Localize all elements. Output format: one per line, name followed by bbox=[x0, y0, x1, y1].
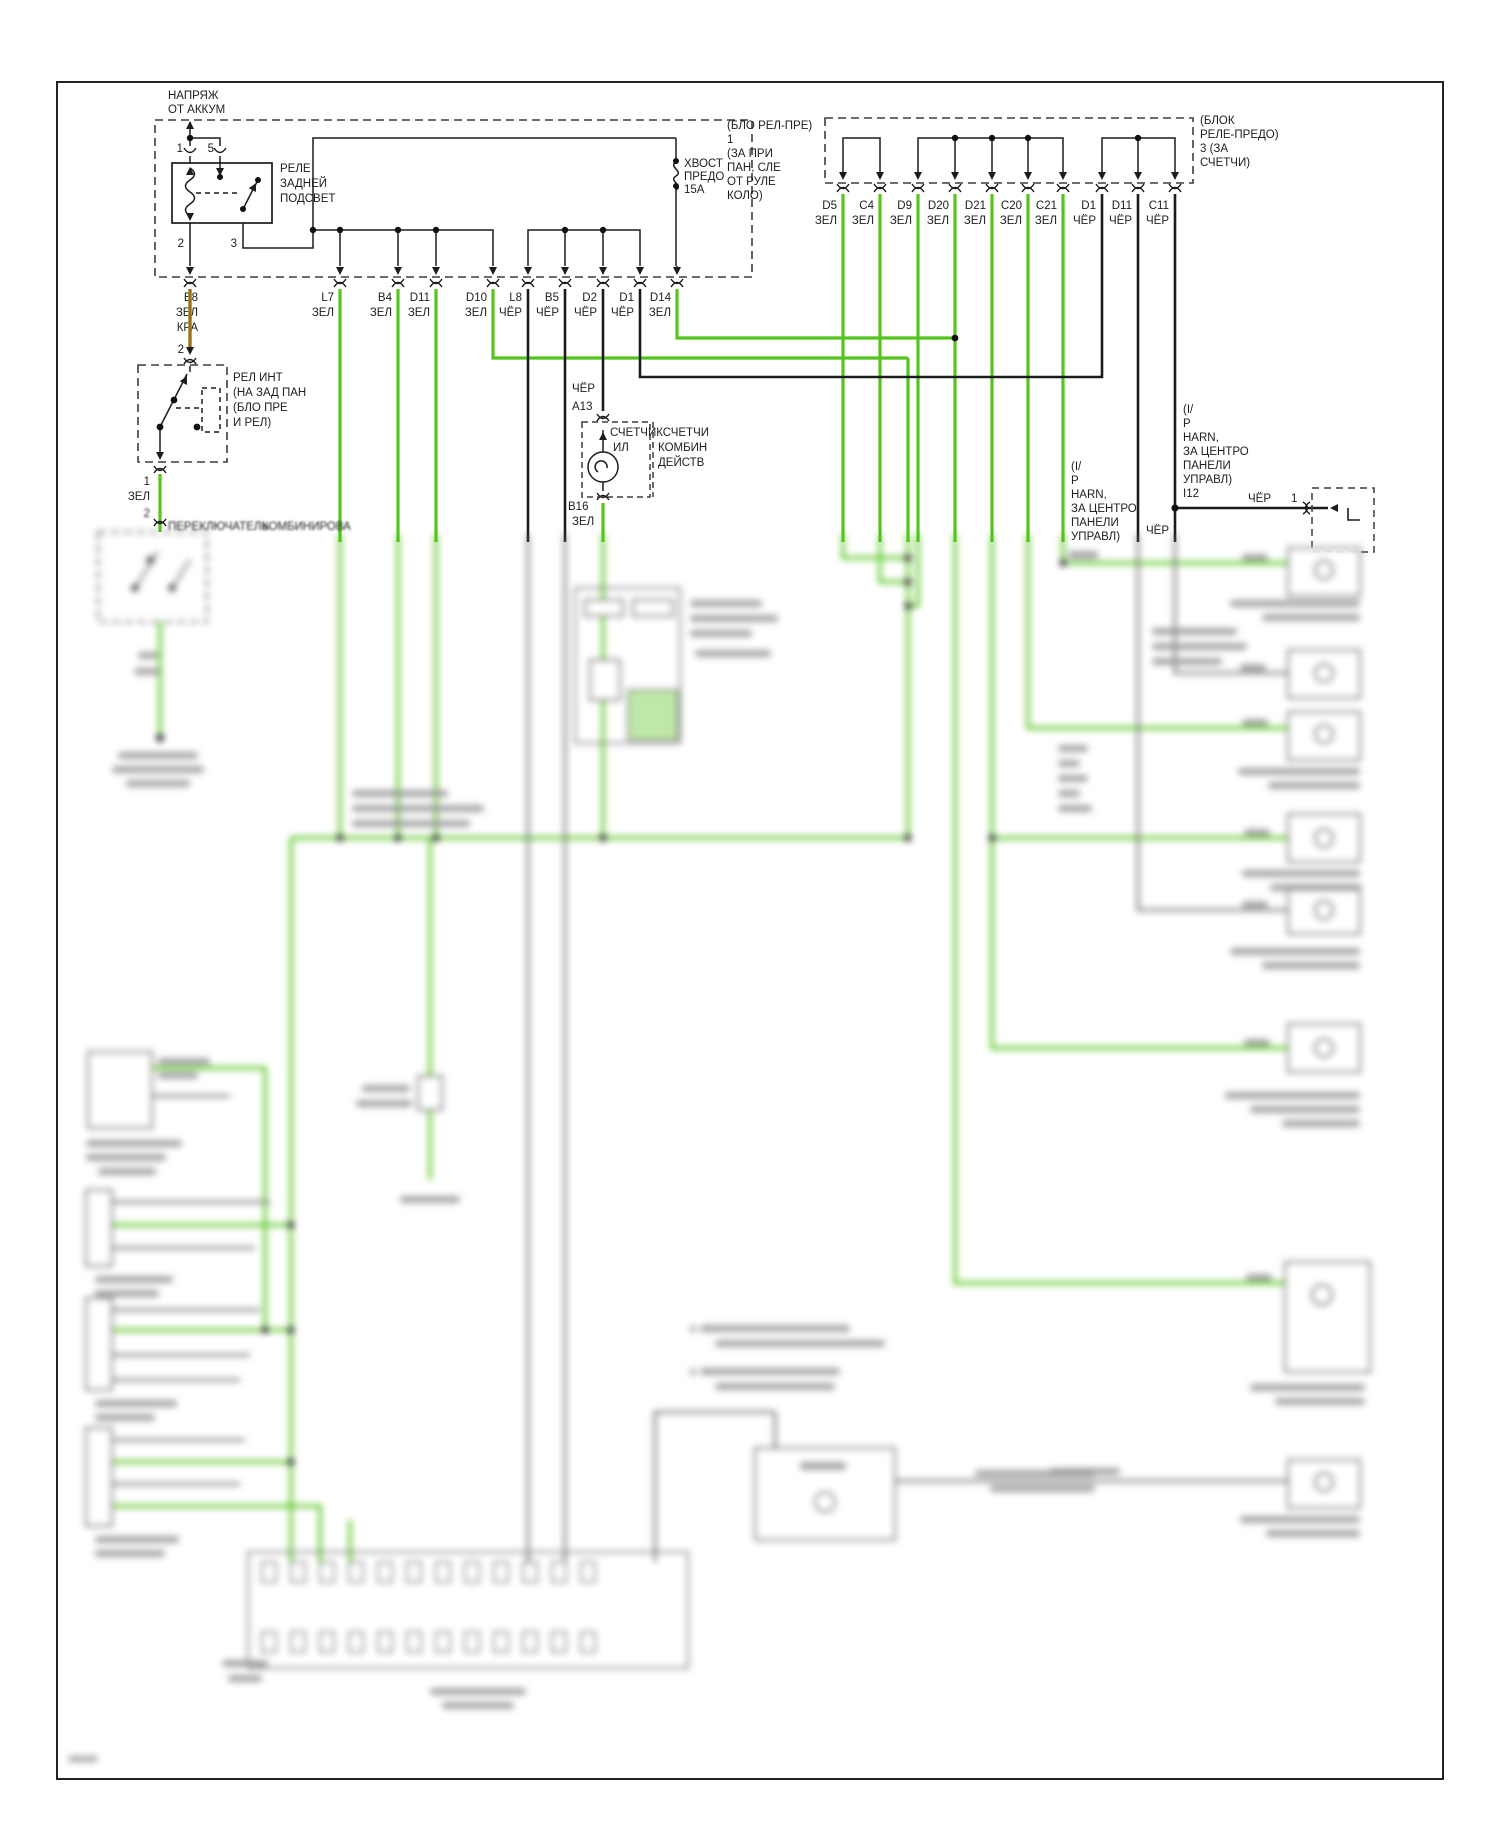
relay-block-1-caption: 1 bbox=[727, 134, 734, 146]
left-connector-group bbox=[86, 1190, 112, 1266]
lamp-module bbox=[1288, 548, 1360, 596]
wire-color: ЧЁР bbox=[572, 383, 596, 395]
block-a-internal-wires bbox=[172, 122, 678, 268]
connector-id: C11 bbox=[1148, 200, 1169, 212]
relay-pin-5: 5 bbox=[207, 143, 214, 155]
relay-pin-1: 1 bbox=[176, 143, 183, 155]
ip-harness-label-right: P bbox=[1183, 418, 1191, 430]
fuse-label: ХВОСТ bbox=[684, 158, 723, 170]
wire-color: ЗЕЛ bbox=[851, 215, 874, 227]
wire-color: ЧЁР bbox=[610, 307, 634, 319]
ip-harness-label-left: ПАНЕЛИ bbox=[1071, 517, 1119, 529]
lamp-module-large bbox=[1285, 1262, 1370, 1372]
right-lamp-modules bbox=[1285, 548, 1370, 1508]
lamp-module bbox=[1288, 1024, 1360, 1072]
heater-box bbox=[88, 1052, 152, 1128]
wire-color: ЗЕЛ bbox=[648, 307, 671, 319]
relay-label: РЕЛЕ bbox=[280, 163, 311, 175]
wire-color: ЗЕЛ bbox=[311, 307, 334, 319]
block-b-buses bbox=[843, 138, 1175, 172]
wire-color: ЗЕЛ bbox=[175, 307, 198, 319]
connector-id: C4 bbox=[859, 200, 874, 212]
relay-block-1-box bbox=[155, 120, 752, 277]
wire-color: ЧЁР bbox=[535, 307, 559, 319]
ip-harness-label-right: ПАНЕЛИ bbox=[1183, 460, 1231, 472]
connector-id: B5 bbox=[544, 292, 559, 304]
block-b-sockets bbox=[837, 184, 1181, 192]
wire-color: ЗЕЛ bbox=[407, 307, 430, 319]
lamp-module bbox=[1288, 814, 1360, 862]
ip-harness-label-left: (I/ bbox=[1071, 461, 1082, 473]
wire-color: ЧЁР bbox=[573, 307, 597, 319]
connector-id: D10 bbox=[465, 292, 487, 304]
relay-block-3-caption: РЕЛЕ-ПРЕДО) bbox=[1200, 129, 1279, 141]
wire-color: ЗЕЛ bbox=[464, 307, 487, 319]
d14-d20-junction-dot bbox=[952, 335, 959, 342]
wire-color: ЗЕЛ bbox=[963, 215, 986, 227]
meter-pin-top: A13 bbox=[572, 401, 593, 413]
battery-label: НАПРЯЖ bbox=[168, 90, 219, 102]
relint-pin-2: 2 bbox=[143, 508, 150, 520]
combination-switch-label: КОМБИНИРОВА bbox=[262, 521, 351, 533]
i12-junction-dot bbox=[1171, 504, 1178, 511]
meter-pin-bottom: B16 bbox=[568, 501, 589, 513]
relay-pin-sockets bbox=[184, 148, 226, 153]
relint-dots bbox=[157, 397, 201, 431]
relay-block-1-caption: (БЛО РЕЛ-ПРЕ) bbox=[727, 120, 813, 132]
dimmer-subbox bbox=[590, 660, 620, 700]
connector-id: D14 bbox=[649, 292, 671, 304]
left-connector-group bbox=[86, 1298, 112, 1390]
connector-id: B4 bbox=[377, 292, 392, 304]
relay-block-3-caption: 3 (ЗА bbox=[1200, 143, 1229, 155]
relint-exit-arrow bbox=[156, 452, 164, 460]
wire-color: ЧЁР bbox=[1108, 215, 1132, 227]
inline-component bbox=[418, 1076, 442, 1110]
boundary-labels bbox=[144, 508, 352, 533]
wire-color: ЗЕЛ bbox=[999, 215, 1022, 227]
relay-block-1-caption: ПАН, СЛЕ bbox=[727, 162, 781, 174]
relay-block-1-caption: КОЛО) bbox=[727, 190, 763, 202]
ip-harness-label-left: УПРАВЛ) bbox=[1071, 531, 1121, 543]
lamp-module bbox=[1288, 712, 1360, 760]
blur-green-wires bbox=[112, 534, 1288, 1562]
row-connector-sockets bbox=[184, 279, 683, 287]
lighter-box bbox=[755, 1448, 895, 1540]
dimmer-green-block bbox=[628, 690, 678, 740]
block-a-arrows bbox=[186, 121, 681, 275]
i12-pin: 1 bbox=[1291, 493, 1298, 505]
wire-color: ЗЕЛ bbox=[1034, 215, 1057, 227]
connector-id: D11 bbox=[409, 292, 430, 304]
connector-id: C21 bbox=[1035, 200, 1057, 212]
ip-harness-label-left: HARN, bbox=[1071, 489, 1107, 501]
blurred-wiring-region bbox=[68, 532, 1370, 1762]
meter-label: ИЛ bbox=[613, 442, 629, 454]
lamp-module bbox=[1288, 650, 1360, 698]
ip-harness-label-left: P bbox=[1071, 475, 1079, 487]
block-b-arrows bbox=[839, 172, 1179, 180]
ip-harness-label-right: HARN, bbox=[1183, 432, 1219, 444]
wire-color: КРА bbox=[176, 322, 198, 334]
wire-color: ЗЕЛ bbox=[926, 215, 949, 227]
combination-switch-dots bbox=[132, 557, 176, 592]
wire-color: ЗЕЛ bbox=[889, 215, 912, 227]
combination-switch-label: ПЕРЕКЛЮЧАТЕЛЬ bbox=[168, 521, 269, 533]
connector-id: L7 bbox=[321, 292, 334, 304]
wire-color: ЧЁР bbox=[1146, 525, 1170, 537]
meter-lamp-arrow bbox=[599, 432, 607, 440]
relay-block-1-caption: (ЗА ПРИ bbox=[727, 148, 773, 160]
fuse-label: 15А bbox=[684, 184, 705, 196]
connector-id: C20 bbox=[1000, 200, 1022, 212]
relint-pin-top: 2 bbox=[177, 344, 184, 356]
meter-label: СЧЕТЧИКСЧЕТЧИ bbox=[610, 427, 709, 439]
connector-id: D1 bbox=[1081, 200, 1096, 212]
relay-block-3-caption: СЧЕТЧИ) bbox=[1200, 157, 1251, 169]
connector-id: D2 bbox=[582, 292, 597, 304]
dimmer-subbox bbox=[633, 600, 673, 616]
connector-id: B8 bbox=[183, 292, 198, 304]
ip-harness-label-right: ЗА ЦЕНТРО bbox=[1183, 446, 1249, 458]
ip-harness-label-right: I12 bbox=[1183, 488, 1199, 500]
relint-label: РЕЛ ИНТ bbox=[233, 372, 283, 384]
relint-label: (НА ЗАД ПАН bbox=[233, 387, 307, 399]
wire-color: ЧЁР bbox=[1248, 493, 1272, 505]
dimmer-subbox bbox=[585, 600, 623, 616]
i12-arrow bbox=[1330, 504, 1338, 512]
lamp-module bbox=[1288, 886, 1360, 934]
wire-color: ЧЁР bbox=[1072, 215, 1096, 227]
block-a-junction-dots bbox=[187, 135, 679, 233]
connector-id: D21 bbox=[964, 200, 986, 212]
i12-connector-box bbox=[1312, 488, 1374, 552]
top-schematic bbox=[128, 90, 1374, 552]
relay-label: ЗАДНЕЙ bbox=[280, 178, 328, 190]
lamp-module bbox=[1288, 1460, 1360, 1508]
ip-harness-label-left: ЗА ЦЕНТРО bbox=[1071, 503, 1137, 515]
connector-id: D1 bbox=[619, 292, 634, 304]
combination-switch-box bbox=[98, 532, 207, 622]
ip-harness-label-right: УПРАВЛ) bbox=[1183, 474, 1233, 486]
relint-entry-arrow bbox=[186, 347, 194, 355]
relint-label: И РЕЛ) bbox=[233, 417, 272, 429]
black-wires bbox=[528, 194, 1360, 542]
left-connector-group bbox=[86, 1428, 112, 1526]
fuse-label: ПРЕДО bbox=[684, 171, 725, 183]
connector-id: D5 bbox=[822, 200, 837, 212]
relay-block-3-caption: (БЛОК bbox=[1200, 115, 1235, 127]
relay-label: ПОДСВЕТ bbox=[280, 193, 336, 205]
relay-pin-3: 3 bbox=[230, 238, 237, 250]
bottom-block-pins bbox=[262, 1562, 595, 1652]
wire-color: ЗЕЛ bbox=[369, 307, 392, 319]
meter-label: КОМБИН bbox=[658, 442, 708, 454]
connector-id: D20 bbox=[927, 200, 949, 212]
green-wires bbox=[160, 194, 1063, 542]
wire-color: ЗЕЛ bbox=[814, 215, 837, 227]
wire-color: ЗЕЛ bbox=[572, 516, 595, 528]
relay-pin-2: 2 bbox=[177, 238, 184, 250]
relint-pin-1: 1 bbox=[143, 476, 150, 488]
combination-switch-internals bbox=[135, 552, 190, 588]
ip-harness-label-right: (I/ bbox=[1183, 404, 1194, 416]
relay-block-1-caption: ОТ РУЛЕ bbox=[727, 176, 776, 188]
meter-label: ДЕЙСТВ bbox=[658, 457, 705, 469]
wire-color: ЗЕЛ bbox=[127, 491, 150, 503]
relint-label: (БЛО ПРЕ bbox=[233, 402, 288, 414]
wire-color: ЧЁР bbox=[498, 307, 522, 319]
connector-id: D11 bbox=[1111, 200, 1132, 212]
connector-id: L8 bbox=[509, 292, 522, 304]
battery-label: ОТ АККУМ bbox=[168, 104, 226, 116]
wire-color: ЧЁР bbox=[1145, 215, 1169, 227]
connector-id: D9 bbox=[897, 200, 912, 212]
relint-internals bbox=[160, 366, 220, 452]
